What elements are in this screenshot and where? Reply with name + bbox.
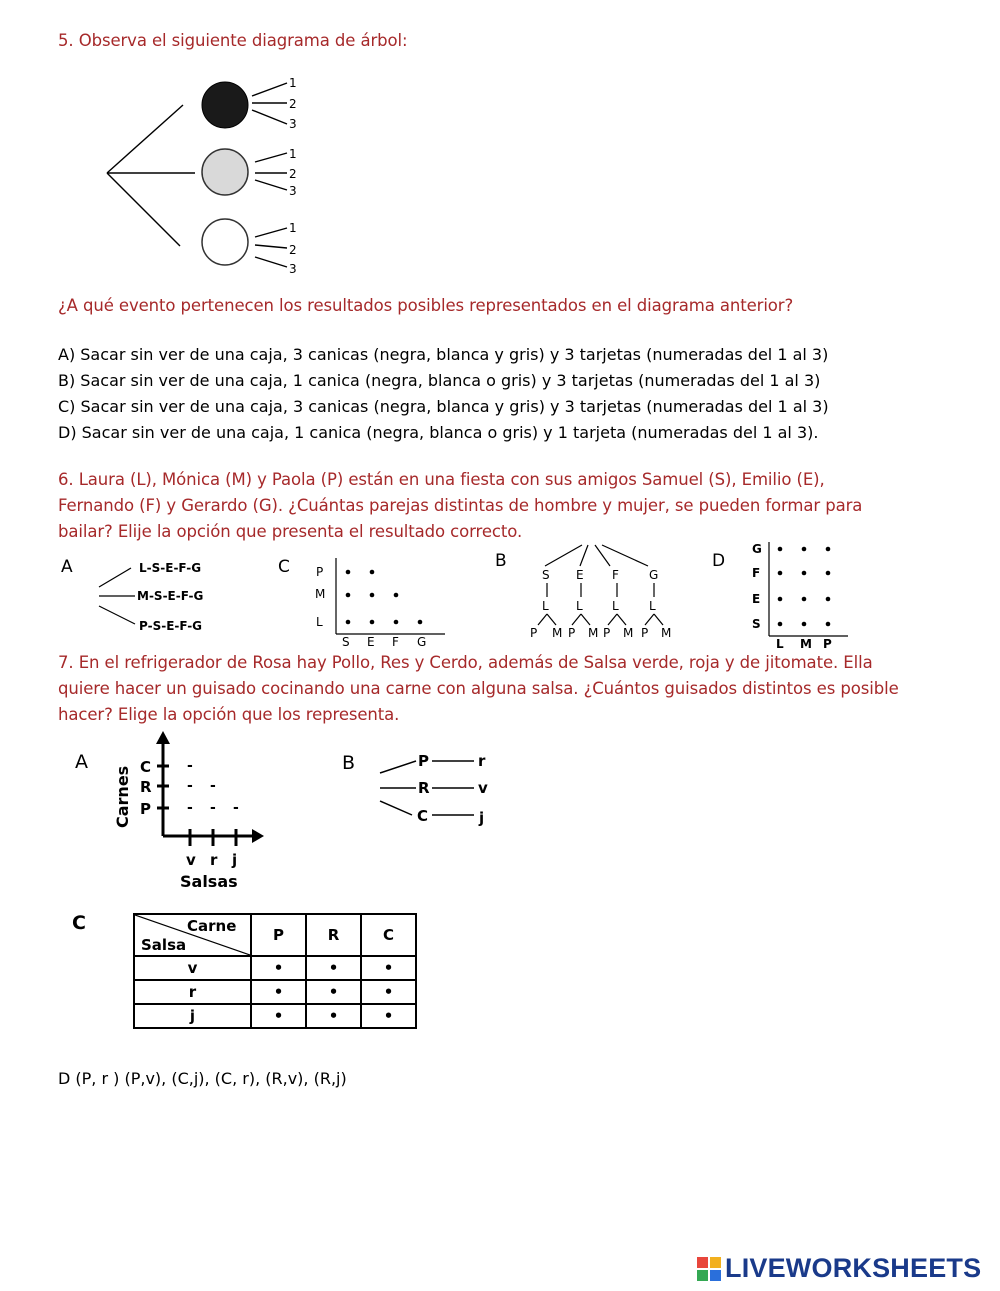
axis-label: G — [417, 635, 427, 647]
table-cell: • — [306, 980, 361, 1004]
q5-option-d[interactable]: D) Sacar sin ver de una caja, 1 canica (negra, blanca o gris) y 1 tarjeta (numeradas del 1 al 3). — [58, 423, 819, 442]
white-marble-icon — [202, 219, 248, 265]
axis-label: S — [752, 617, 761, 631]
tree-node: j — [479, 809, 485, 827]
axis-label: v — [186, 851, 196, 869]
table-cell: • — [361, 956, 416, 980]
axis-label: S — [342, 635, 350, 647]
tree-node: P — [530, 626, 538, 640]
grid-mark: - — [187, 758, 193, 774]
option-letter: D — [712, 551, 726, 571]
tree-num: 2 — [289, 243, 297, 257]
row-header: r — [134, 980, 251, 1004]
row-header: j — [134, 1004, 251, 1028]
tree-node: F — [612, 568, 619, 582]
axis-label: j — [232, 851, 238, 869]
tree-node: L — [542, 599, 549, 613]
tree-node: P — [603, 626, 611, 640]
tree-node: C — [417, 807, 429, 825]
axis-label: C — [140, 758, 152, 776]
tree-num: 1 — [289, 147, 297, 161]
row-header: v — [134, 956, 251, 980]
tree-num: 3 — [289, 262, 297, 276]
q5-option-a[interactable]: A) Sacar sin ver de una caja, 3 canicas (negra, blanca y gris) y 3 tarjetas (numeradas del 1 al 3) — [58, 345, 829, 364]
q7-option-d[interactable]: D (P, r ) (P,v), (C,j), (C, r), (R,v), (R,j) — [58, 1069, 347, 1088]
q6-option-c[interactable] — [272, 552, 452, 647]
q6-line: Fernando (F) y Gerardo (G). ¿Cuántas parejas distintas de hombre y mujer, se pueden formar para — [58, 496, 863, 515]
table-cell: • — [361, 980, 416, 1004]
tree-node: M — [588, 626, 599, 640]
tree-node: M — [623, 626, 634, 640]
axis-label: L — [776, 637, 784, 650]
option-letter: B — [342, 752, 356, 774]
q5-option-b[interactable]: B) Sacar sin ver de una caja, 1 canica (negra, blanca o gris) y 3 tarjetas (numeradas del 1 al 3) — [58, 371, 821, 390]
tree-num: 2 — [289, 97, 297, 111]
tree-num: 1 — [289, 76, 297, 90]
logo-icon — [697, 1257, 721, 1281]
axis-label: E — [367, 635, 375, 647]
grid-mark: - — [210, 800, 216, 816]
q7-line: quiere hacer un guisado cocinando una carne con alguna salsa. ¿Cuántos guisados distintos es posible — [58, 679, 899, 698]
table-cell: • — [251, 1004, 306, 1028]
col-header: P — [251, 914, 306, 956]
gray-marble-icon — [202, 149, 248, 195]
option-letter: A — [61, 557, 73, 577]
tree-node: M — [661, 626, 672, 640]
corner-label: Carne — [187, 917, 237, 935]
q6-line: 6. Laura (L), Mónica (M) y Paola (P) están en una fiesta con sus amigos Samuel (S), Emilio (E), — [58, 470, 825, 489]
option-a-row: P-S-E-F-G — [139, 619, 203, 633]
axis-label: F — [392, 635, 399, 647]
grid-mark: - — [187, 778, 193, 794]
axis-label: R — [140, 778, 152, 796]
tree-node: r — [478, 752, 486, 770]
q7-line: hacer? Elige la opción que los representa. — [58, 705, 400, 724]
q6-option-b[interactable] — [490, 542, 690, 642]
table-cell: • — [306, 1004, 361, 1028]
tree-node: L — [576, 599, 583, 613]
q7-option-c-table[interactable] — [133, 913, 417, 1029]
table-cell: • — [361, 1004, 416, 1028]
option-letter: B — [495, 551, 507, 571]
option-a-row: L-S-E-F-G — [139, 561, 202, 575]
q7-option-b[interactable] — [338, 745, 508, 835]
axis-label: M — [315, 587, 326, 601]
q5-tree-diagram — [95, 70, 315, 280]
table-cell: • — [251, 980, 306, 1004]
axis-label: F — [752, 566, 761, 580]
tree-num: 1 — [289, 221, 297, 235]
grid-mark: - — [210, 778, 216, 794]
axis-label: E — [752, 592, 761, 606]
tree-num: 3 — [289, 117, 297, 131]
axis-label: r — [210, 851, 218, 869]
table-cell: • — [306, 956, 361, 980]
q6-option-d[interactable] — [708, 540, 858, 650]
tree-node: P — [641, 626, 649, 640]
q5-title: 5. Observa el siguiente diagrama de árbol: — [58, 31, 408, 50]
tree-node: P — [568, 626, 576, 640]
y-axis-title: Carnes — [113, 765, 132, 828]
tree-node: L — [649, 599, 656, 613]
tree-node: L — [612, 599, 619, 613]
q6-text — [58, 467, 862, 545]
tree-node: v — [478, 779, 488, 797]
tree-node: R — [418, 779, 430, 797]
grid-mark: - — [187, 800, 193, 816]
table-corner — [134, 914, 251, 956]
q5-option-c[interactable]: C) Sacar sin ver de una caja, 3 canicas (negra, blanca y gris) y 3 tarjetas (numeradas del 1 al 3) — [58, 397, 829, 416]
tree-num: 2 — [289, 167, 297, 181]
axis-label: M — [800, 637, 812, 650]
black-marble-icon — [202, 82, 248, 128]
x-axis-title: Salsas — [180, 872, 238, 891]
tree-num: 3 — [289, 184, 297, 198]
option-letter: C — [278, 557, 290, 577]
grid-mark: - — [233, 800, 239, 816]
tree-node: S — [542, 568, 550, 582]
tree-node: E — [576, 568, 584, 582]
tree-node: G — [649, 568, 659, 582]
axis-label: L — [316, 615, 323, 629]
tree-node: P — [418, 752, 429, 770]
col-header: C — [361, 914, 416, 956]
axis-label: G — [752, 542, 762, 556]
q6-option-a[interactable] — [55, 552, 235, 642]
q5-question: ¿A qué evento pertenecen los resultados posibles representados en el diagrama anterior? — [58, 296, 794, 315]
table-cell: • — [251, 956, 306, 980]
tree-node: M — [552, 626, 563, 640]
axis-label: P — [140, 800, 151, 818]
option-letter: C — [72, 912, 86, 934]
option-a-row: M-S-E-F-G — [137, 589, 204, 603]
axis-label: P — [316, 565, 324, 579]
q6-line: bailar? Elije la opción que presenta el resultado correcto. — [58, 522, 523, 541]
q7-text — [58, 650, 899, 728]
corner-label: Salsa — [141, 936, 187, 954]
brand-name: LIVEWORKSHEETS — [725, 1253, 982, 1283]
axis-label: P — [823, 637, 832, 650]
col-header: R — [306, 914, 361, 956]
q7-option-a[interactable] — [70, 728, 280, 898]
liveworksheets-logo — [697, 1253, 981, 1284]
q7-line: 7. En el refrigerador de Rosa hay Pollo, Res y Cerdo, además de Salsa verde, roja y de jitomate. Ella — [58, 653, 873, 672]
q5-options — [58, 342, 829, 446]
option-letter: A — [75, 751, 88, 773]
